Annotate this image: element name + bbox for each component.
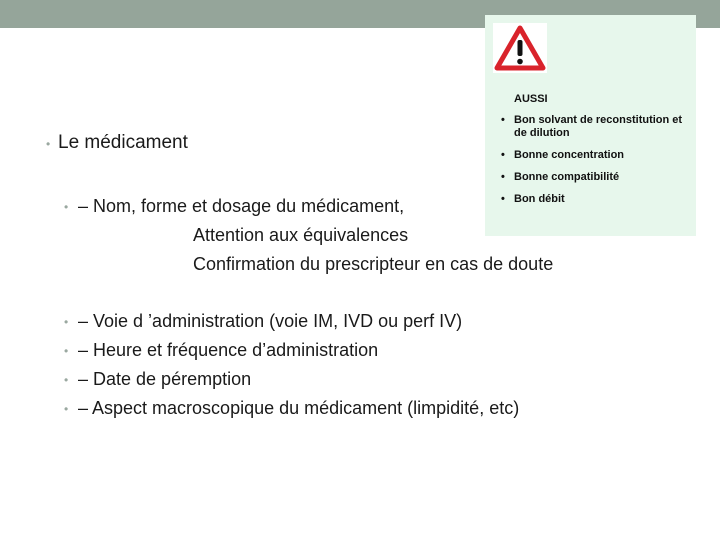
warning-triangle-icon: [493, 23, 547, 73]
warning-item-text: Bonne concentration: [514, 149, 625, 161]
bullet-dot: •: [501, 193, 505, 205]
bullet-dot: •: [64, 373, 69, 387]
main-bullet-text: Le médicament: [58, 132, 188, 153]
list-item-text: – Date de péremption: [78, 369, 252, 389]
bullet-dot: •: [46, 137, 51, 151]
sub-line: Attention aux équivalences: [193, 225, 409, 245]
warning-item-text: Bon solvant de reconstitution et de dilution: [514, 114, 683, 139]
list-item-text: – Aspect macroscopique du médicament (limpidité, etc): [78, 398, 520, 418]
warning-item: [499, 114, 689, 140]
bullet-dot: •: [64, 344, 69, 358]
warning-list: [499, 114, 689, 215]
sub-line: Confirmation du prescripteur en cas de doute: [193, 254, 554, 274]
warning-title: AUSSI: [514, 93, 548, 105]
warning-item-text: Bonne compatibilité: [514, 171, 620, 183]
bullet-dot: •: [501, 114, 505, 126]
bullet-dot: •: [64, 402, 69, 416]
list-item-text: – Voie d ’administration (voie IM, IVD ou perf IV): [78, 311, 463, 331]
bullet-dot: •: [64, 200, 69, 214]
first-item-text: – Nom, forme et dosage du médicament,: [78, 196, 405, 216]
warning-box: [485, 15, 696, 236]
bullet-dot: •: [64, 315, 69, 329]
bullet-dot: •: [501, 149, 505, 161]
warning-item-text: Bon débit: [514, 193, 565, 205]
warning-item: [499, 149, 689, 162]
warning-item: [499, 171, 689, 184]
warning-item: [499, 193, 689, 206]
bullet-dot: •: [501, 171, 505, 183]
list-item-text: – Heure et fréquence d’administration: [78, 340, 379, 360]
